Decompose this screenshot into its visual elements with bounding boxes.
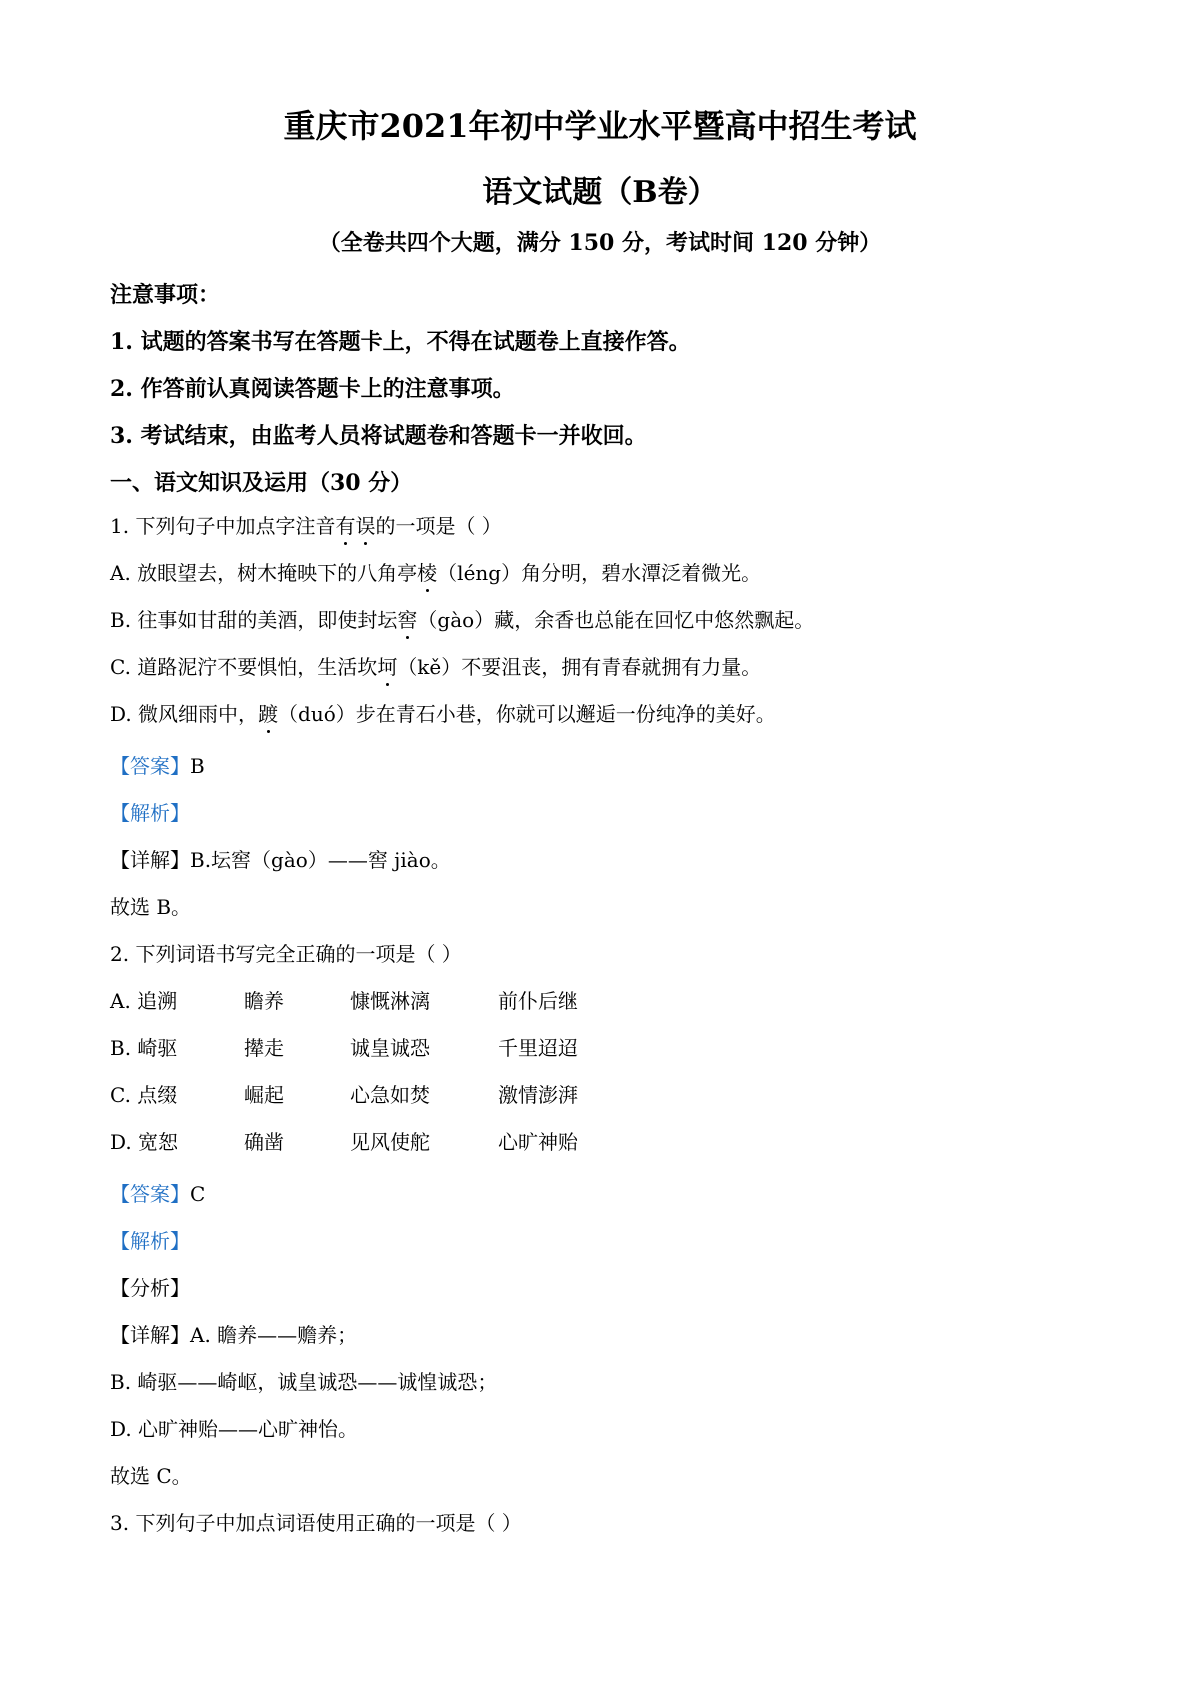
q1-answer-value: B [190,754,205,778]
q1-stem-dot-1: 有 [335,510,355,539]
q2-b-word-3: 诚皇诚恐 [350,1036,430,1060]
q2-a-word-2: 瞻养 [244,989,284,1013]
q1-option-a [110,557,761,586]
q1-option-b [110,604,814,633]
q1-a-text: A. 放眼望去，树木掩映下的八角亭 [110,561,418,585]
q2-b-word-1: B. 崎驱 [110,1036,178,1060]
q1-b-text-end: （gào）藏，余香也总能在回忆中悠然飘起。 [417,608,815,632]
q1-answer [110,750,205,779]
q2-c-word-3: 心急如焚 [350,1083,430,1107]
q1-a-text-end: （léng）角分明，碧水潭泛着微光。 [437,561,762,585]
exam-info: （全卷共四个大题，满分 150 分，考试时间 120 分钟） [318,230,882,256]
q2-answer [110,1178,205,1207]
q2-analysis-label: 【解析】 [110,1229,190,1253]
notes-item-3: 3. 考试结束，由监考人员将试题卷和答题卡一并收回。 [110,423,647,449]
q1-conclusion: 故选 B。 [110,895,192,919]
q2-a-word-3: 慷慨淋漓 [350,989,430,1013]
q1-option-c [110,651,761,680]
q1-detail: 【详解】B.坛窖（gào）——窖 jiào。 [110,848,451,872]
notes-heading: 注意事项： [110,282,221,308]
q2-d-word-4: 心旷神贻 [498,1130,578,1154]
q2-stem: 2. 下列词语书写完全正确的一项是（ ） [110,942,462,966]
notes-item-2: 2. 作答前认真阅读答题卡上的注意事项。 [110,376,515,402]
q2-conclusion: 故选 C。 [110,1464,192,1488]
q1-stem [110,510,502,539]
notes-item-1: 1. 试题的答案书写在答题卡上，不得在试题卷上直接作答。 [110,329,691,355]
q1-a-dot: 棱 [417,557,437,586]
q1-stem-text-end: 的一项是（ ） [375,514,502,538]
q1-c-dot: 坷 [377,651,397,680]
q2-answer-value: C [190,1182,206,1206]
q2-c-word-4: 激情澎湃 [498,1083,578,1107]
q1-answer-label: 【答案】 [110,754,190,778]
q2-detail-3: D. 心旷神贻——心旷神怡。 [110,1417,359,1441]
q1-option-d [110,698,776,727]
q2-d-word-3: 见风使舵 [350,1130,430,1154]
q2-a-word-1: A. 追溯 [110,989,178,1013]
q2-b-word-4: 千里迢迢 [498,1036,578,1060]
q2-detail-1: 【详解】A. 瞻养——赡养； [110,1323,358,1347]
q1-b-dot: 窖 [397,604,417,633]
q2-a-word-4: 前仆后继 [498,989,578,1013]
q1-c-text-end: （kě）不要沮丧，拥有青春就拥有力量。 [397,655,762,679]
q1-stem-dot-2: 误 [355,510,375,539]
q1-stem-text: 1. 下列句子中加点字注音 [110,514,336,538]
q2-b-word-2: 撵走 [244,1036,284,1060]
q1-d-dot: 踱 [258,698,278,727]
exam-title: 重庆市2021年初中学业水平暨高中招生考试 [283,107,917,145]
q1-d-text: D. 微风细雨中， [110,702,259,726]
q1-analysis-label: 【解析】 [110,801,190,825]
q2-fenxi: 【分析】 [110,1276,190,1300]
q1-d-text-end: （duó）步在青石小巷，你就可以邂逅一份纯净的美好。 [278,702,776,726]
q1-c-text: C. 道路泥泞不要惧怕，生活坎 [110,655,378,679]
q2-c-word-2: 崛起 [244,1083,284,1107]
q1-b-text: B. 往事如甘甜的美酒，即使封坛 [110,608,398,632]
q2-d-word-2: 确凿 [244,1130,284,1154]
q2-d-word-1: D. 宽恕 [110,1130,179,1154]
q2-c-word-1: C. 点缀 [110,1083,178,1107]
section-heading: 一、语文知识及运用（30 分） [110,470,413,496]
q2-detail-2: B. 崎驱——崎岖，诚皇诚恐——诚惶诚恐； [110,1370,498,1394]
q2-answer-label: 【答案】 [110,1182,190,1206]
q3-stem: 3. 下列句子中加点词语使用正确的一项是（ ） [110,1511,522,1535]
exam-subtitle: 语文试题（B卷） [482,175,718,210]
